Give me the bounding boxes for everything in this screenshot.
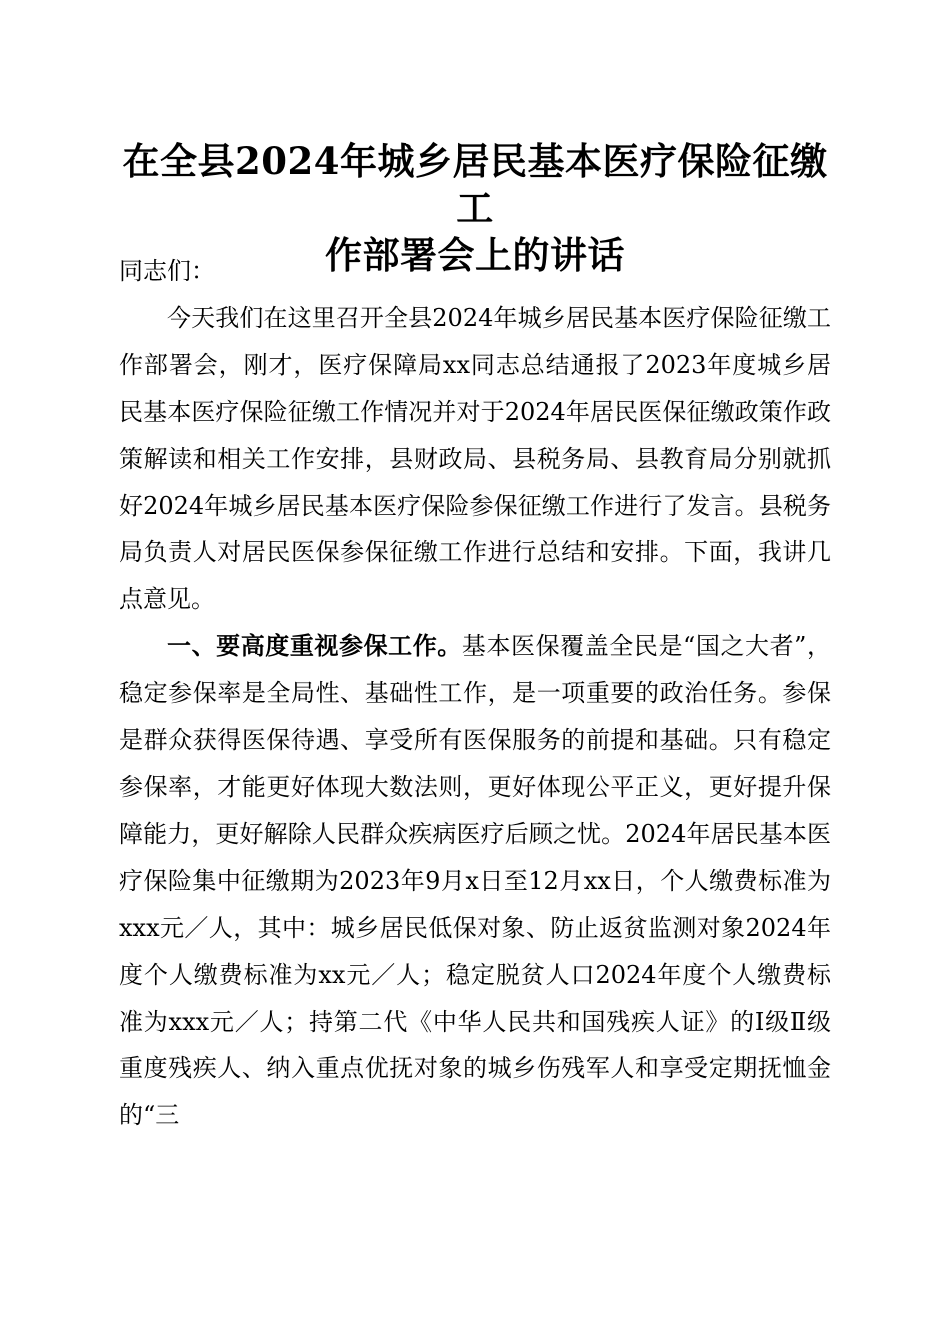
document-body [119,248,831,1139]
salutation: 同志们： [119,257,215,285]
opening-paragraph: 今天我们在这里召开全县2024年城乡居民基本医疗保险征缴工作部署会，刚才，医疗保障局xx同志总结通报了2023年度城乡居民基本医疗保险征缴工作情况并对于2024年居民医保征缴政策作政策解读和相关工作安排，县财政局、县税务局、县教育局分别就抓好2024年城乡居民基本医疗保险参保征缴工作进行了发言。县税务局负责人对居民医保参保征缴工作进行总结和安排。下面，我讲几点意见。 [119,303,831,614]
section-one-paragraph [119,623,831,1139]
section-one-body: 基本医保覆盖全民是“国之大者”，稳定参保率是全局性、基础性工作，是一项重要的政治任务。参保是群众获得医保待遇、享受所有医保服务的前提和基础。只有稳定参保率，才能更好体现大数法则，更好体现公平正义，更好提升保障能力，更好解除人民群众疾病医疗后顾之忧。2024年居民基本医疗保险集中征缴期为2023年9月x日至12月xx日，个人缴费标准为xxx元／人，其中：城乡居民低保对象、防止返贫监测对象2024年度个人缴费标准为xx元／人；稳定脱贫人口2024年度个人缴费标准为xxx元／人；持第二代《中华人民共和国残疾人证》的Ⅰ级Ⅱ级重度残疾人、纳入重点优抚对象的城乡伤残军人和享受定期抚恤金的“三 [119,632,831,1130]
title-line-2: 作部署会上的讲话 [325,233,625,277]
section-one-heading: 一、要高度重视参保工作。 [167,632,462,661]
title-line-1: 在全县2024年城乡居民基本医疗保险征缴工 [122,139,828,230]
